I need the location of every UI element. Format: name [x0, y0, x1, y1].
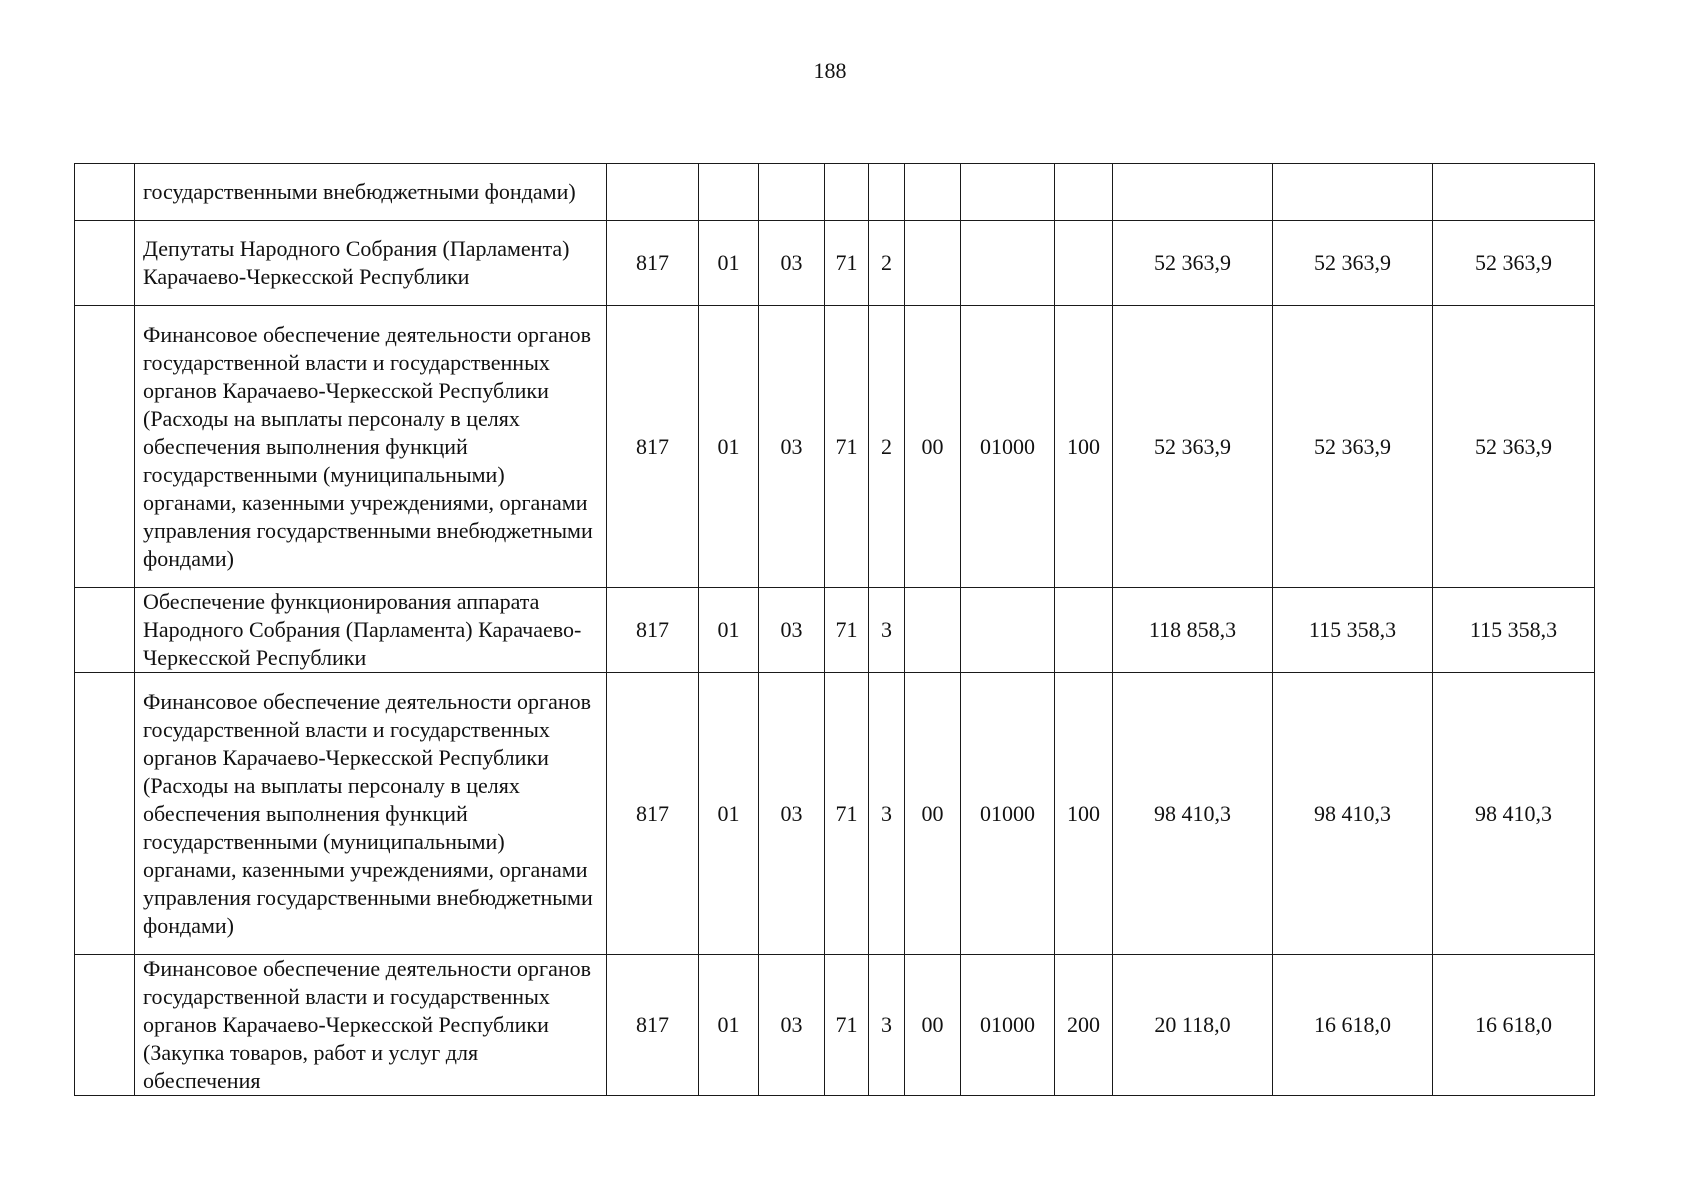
code-program-cell: 71 [825, 306, 869, 588]
code-direction-cell [961, 588, 1055, 673]
code-main-event-cell [905, 221, 961, 306]
code-subsection-cell: 03 [759, 673, 825, 955]
code-subprogram-cell: 3 [869, 673, 905, 955]
code-main-event-cell [905, 164, 961, 221]
code-ministry-cell: 817 [607, 955, 699, 1096]
page-number: 188 [813, 58, 847, 83]
table-body [75, 164, 1595, 1096]
code-subprogram-cell: 3 [869, 588, 905, 673]
amount-year-1-cell: 52 363,9 [1113, 221, 1273, 306]
table-row [75, 221, 1595, 306]
code-expense-type-cell [1055, 164, 1113, 221]
table-row [75, 306, 1595, 588]
code-section-cell: 01 [699, 306, 759, 588]
amount-year-3-cell [1433, 164, 1595, 221]
amount-year-3-cell: 98 410,3 [1433, 673, 1595, 955]
code-subsection-cell: 03 [759, 588, 825, 673]
code-direction-cell [961, 221, 1055, 306]
budget-table [74, 163, 1595, 1096]
table-row [75, 164, 1595, 221]
code-subsection-cell: 03 [759, 221, 825, 306]
code-subprogram-cell: 2 [869, 221, 905, 306]
code-ministry-cell: 817 [607, 221, 699, 306]
amount-year-1-cell: 118 858,3 [1113, 588, 1273, 673]
code-direction-cell: 01000 [961, 673, 1055, 955]
code-subprogram-cell [869, 164, 905, 221]
code-section-cell [699, 164, 759, 221]
code-direction-cell: 01000 [961, 955, 1055, 1096]
code-program-cell: 71 [825, 588, 869, 673]
description-cell: Финансовое обеспечение деятельности органов государственной власти и государственных органов Карачаево-Черкесской Республики (Расходы на выплаты персоналу в целях обеспечения выполнения функций государственными (муниципальными) органами, казенными учреждениями, органами управления государственными внебюджетными фондами) [135, 306, 607, 588]
description-cell: Финансовое обеспечение деятельности органов государственной власти и государственных органов Карачаево-Черкесской Республики (Закупка товаров, работ и услуг для обеспечения [135, 955, 607, 1096]
code-subsection-cell: 03 [759, 955, 825, 1096]
code-subsection-cell [759, 164, 825, 221]
code-main-event-cell [905, 588, 961, 673]
table-row [75, 955, 1595, 1096]
code-direction-cell: 01000 [961, 306, 1055, 588]
description-cell: Депутаты Народного Собрания (Парламента) Карачаево-Черкесской Республики [135, 221, 607, 306]
row-number-cell [75, 306, 135, 588]
amount-year-1-cell: 52 363,9 [1113, 306, 1273, 588]
row-number-cell [75, 588, 135, 673]
code-section-cell: 01 [699, 955, 759, 1096]
amount-year-3-cell: 16 618,0 [1433, 955, 1595, 1096]
code-main-event-cell: 00 [905, 306, 961, 588]
code-program-cell [825, 164, 869, 221]
code-section-cell: 01 [699, 588, 759, 673]
description-cell: государственными внебюджетными фондами) [135, 164, 607, 221]
row-number-cell [75, 673, 135, 955]
code-expense-type-cell: 100 [1055, 306, 1113, 588]
description-cell: Финансовое обеспечение деятельности органов государственной власти и государственных органов Карачаево-Черкесской Республики (Расходы на выплаты персоналу в целях обеспечения выполнения функций государственными (муниципальными) органами, казенными учреждениями, органами управления государственными внебюджетными фондами) [135, 673, 607, 955]
code-expense-type-cell: 200 [1055, 955, 1113, 1096]
code-program-cell: 71 [825, 673, 869, 955]
code-main-event-cell: 00 [905, 955, 961, 1096]
amount-year-3-cell: 52 363,9 [1433, 221, 1595, 306]
amount-year-2-cell: 115 358,3 [1273, 588, 1433, 673]
amount-year-2-cell: 52 363,9 [1273, 306, 1433, 588]
code-subprogram-cell: 2 [869, 306, 905, 588]
code-main-event-cell: 00 [905, 673, 961, 955]
code-ministry-cell [607, 164, 699, 221]
row-number-cell [75, 955, 135, 1096]
amount-year-2-cell: 16 618,0 [1273, 955, 1433, 1096]
description-cell: Обеспечение функционирования аппарата Народного Собрания (Парламента) Карачаево-Черкесской Республики [135, 588, 607, 673]
code-section-cell: 01 [699, 221, 759, 306]
row-number-cell [75, 221, 135, 306]
code-program-cell: 71 [825, 955, 869, 1096]
amount-year-3-cell: 52 363,9 [1433, 306, 1595, 588]
code-ministry-cell: 817 [607, 673, 699, 955]
code-subsection-cell: 03 [759, 306, 825, 588]
amount-year-3-cell: 115 358,3 [1433, 588, 1595, 673]
code-subprogram-cell: 3 [869, 955, 905, 1096]
table-row [75, 673, 1595, 955]
amount-year-2-cell: 98 410,3 [1273, 673, 1433, 955]
code-expense-type-cell [1055, 221, 1113, 306]
code-ministry-cell: 817 [607, 588, 699, 673]
amount-year-2-cell [1273, 164, 1433, 221]
code-section-cell: 01 [699, 673, 759, 955]
code-expense-type-cell [1055, 588, 1113, 673]
amount-year-2-cell: 52 363,9 [1273, 221, 1433, 306]
code-ministry-cell: 817 [607, 306, 699, 588]
code-program-cell: 71 [825, 221, 869, 306]
amount-year-1-cell [1113, 164, 1273, 221]
amount-year-1-cell: 98 410,3 [1113, 673, 1273, 955]
amount-year-1-cell: 20 118,0 [1113, 955, 1273, 1096]
table-row [75, 588, 1595, 673]
code-expense-type-cell: 100 [1055, 673, 1113, 955]
code-direction-cell [961, 164, 1055, 221]
row-number-cell [75, 164, 135, 221]
